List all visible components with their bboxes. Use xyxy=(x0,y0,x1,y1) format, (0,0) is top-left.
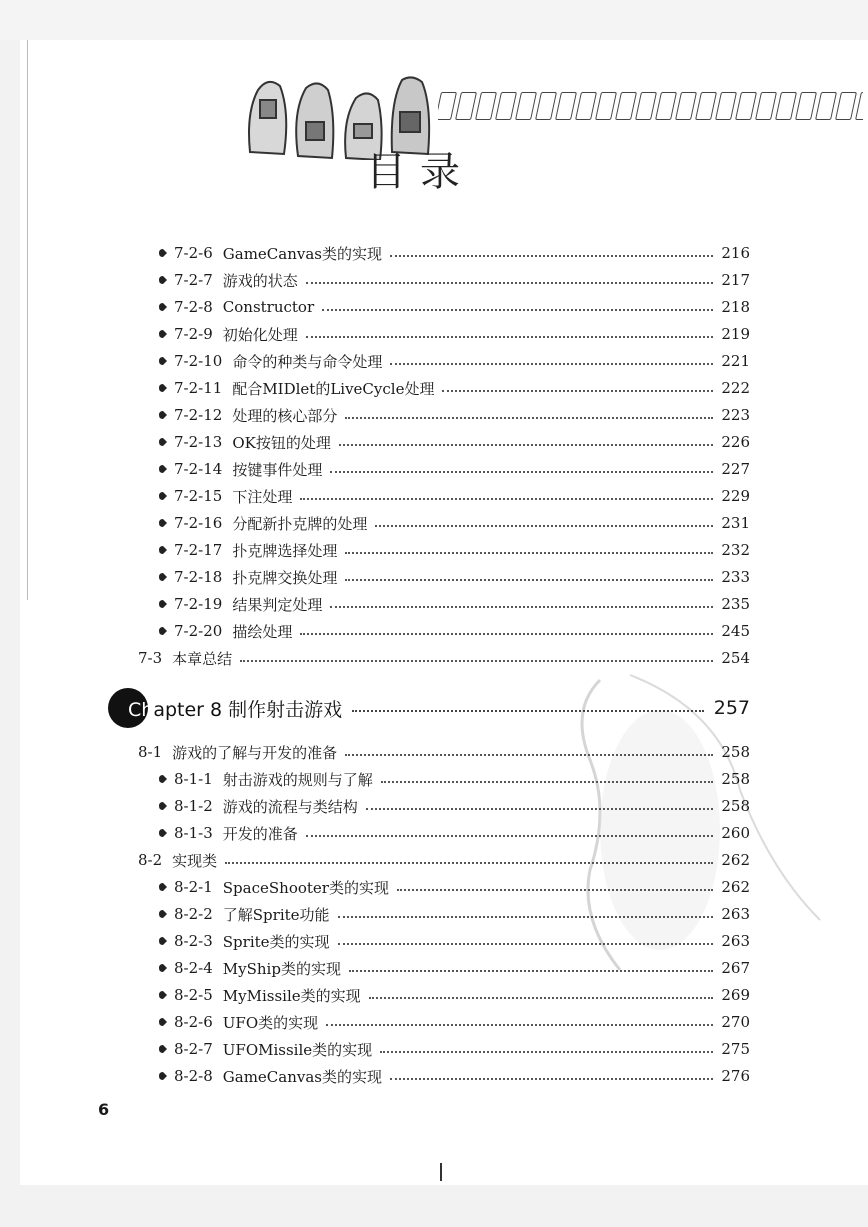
leader-dots xyxy=(345,579,713,581)
leader-dots xyxy=(330,471,713,473)
toc-page: 267 xyxy=(721,959,750,977)
toc-entry[interactable] xyxy=(158,322,750,346)
toc-label: 初始化处理 xyxy=(222,325,298,344)
toc-page: 223 xyxy=(721,406,750,424)
toc-page: 218 xyxy=(721,298,750,316)
toc-section[interactable] xyxy=(138,848,750,872)
leader-dots xyxy=(390,255,713,257)
arrow-bullet-icon xyxy=(158,1071,168,1081)
leader-dots xyxy=(225,862,713,864)
arrow-bullet-icon xyxy=(158,410,168,420)
toc-label: 命令的种类与命令处理 xyxy=(232,352,383,371)
leader-dots xyxy=(375,525,713,527)
chapter-page: 257 xyxy=(713,697,750,719)
toc-number: 7-2-11 xyxy=(174,379,223,397)
arrow-bullet-icon xyxy=(158,329,168,339)
toc-number: 7-2-18 xyxy=(174,568,223,586)
toc-page: 258 xyxy=(721,797,750,815)
toc-section[interactable] xyxy=(138,740,750,764)
toc-page: 233 xyxy=(721,568,750,586)
toc-label: 结果判定处理 xyxy=(232,595,323,614)
chapter-title-lead: Ch xyxy=(128,698,154,721)
leader-dots xyxy=(352,710,704,712)
toc-entry[interactable] xyxy=(158,902,750,926)
arrow-bullet-icon xyxy=(158,383,168,393)
arrow-bullet-icon xyxy=(158,518,168,528)
arrow-bullet-icon xyxy=(158,599,168,609)
toc-entry[interactable] xyxy=(158,565,750,589)
arrow-bullet-icon xyxy=(158,302,168,312)
toc-entry[interactable] xyxy=(158,376,750,400)
toc-entry[interactable] xyxy=(158,1037,750,1061)
toc-entry[interactable] xyxy=(158,767,750,791)
toc-entry[interactable] xyxy=(158,1064,750,1088)
arrow-bullet-icon xyxy=(158,990,168,1000)
page-edge-line xyxy=(27,40,28,600)
toc-number: 7-3 xyxy=(138,649,163,667)
leader-dots xyxy=(306,336,714,338)
toc-entry[interactable] xyxy=(158,983,750,1007)
toc-page: 221 xyxy=(721,352,750,370)
leader-dots xyxy=(338,943,714,945)
toc-label: 扑克牌选择处理 xyxy=(232,541,338,560)
toc-label: Sprite类的实现 xyxy=(222,932,330,951)
toc-label: GameCanvas类的实现 xyxy=(222,244,383,263)
toc-label: 游戏的了解与开发的准备 xyxy=(172,743,338,762)
toc-label: MyMissile类的实现 xyxy=(222,986,361,1005)
toc-entry[interactable] xyxy=(158,430,750,454)
arrow-bullet-icon xyxy=(158,464,168,474)
toc-page: 275 xyxy=(721,1040,750,1058)
toc-number: 7-2-15 xyxy=(174,487,223,505)
chapter-title xyxy=(128,695,342,722)
toc-page: 232 xyxy=(721,541,750,559)
toc-entry[interactable] xyxy=(158,403,750,427)
toc-page: 216 xyxy=(721,244,750,262)
toc-page: 263 xyxy=(721,932,750,950)
toc-page: 254 xyxy=(721,649,750,667)
arrow-bullet-icon xyxy=(158,828,168,838)
toc-entry[interactable] xyxy=(158,241,750,265)
toc-page: 229 xyxy=(721,487,750,505)
toc-entry[interactable] xyxy=(158,592,750,616)
toc-number: 8-2-5 xyxy=(174,986,213,1004)
toc-label: GameCanvas类的实现 xyxy=(222,1067,383,1086)
leader-dots xyxy=(300,498,713,500)
toc-label: 游戏的流程与类结构 xyxy=(222,797,358,816)
toc-number: 8-2-6 xyxy=(174,1013,213,1031)
toc-page: 263 xyxy=(721,905,750,923)
arrow-bullet-icon xyxy=(158,774,168,784)
arrow-bullet-icon xyxy=(158,1017,168,1027)
leader-dots xyxy=(326,1024,713,1026)
toc-label: UFO类的实现 xyxy=(222,1013,319,1032)
toc-label: OK按钮的处理 xyxy=(232,433,331,452)
arrow-bullet-icon xyxy=(158,356,168,366)
toc-label: MyShip类的实现 xyxy=(222,959,341,978)
toc-entry[interactable] xyxy=(158,929,750,953)
leader-dots xyxy=(345,552,713,554)
toc-page: 276 xyxy=(721,1067,750,1085)
leader-dots xyxy=(322,309,713,311)
toc-number: 8-2-7 xyxy=(174,1040,213,1058)
leader-dots xyxy=(306,835,714,837)
leader-dots xyxy=(339,444,714,446)
leader-dots xyxy=(345,754,713,756)
toc-number: 7-2-12 xyxy=(174,406,223,424)
toc-entry[interactable] xyxy=(158,875,750,899)
toc-section[interactable] xyxy=(138,646,750,670)
toc-page: 262 xyxy=(721,878,750,896)
toc-entry[interactable] xyxy=(158,349,750,373)
scan-margin xyxy=(0,0,868,40)
toc-number: 7-2-20 xyxy=(174,622,223,640)
leader-dots xyxy=(345,417,713,419)
toc-entry[interactable] xyxy=(158,794,750,818)
toc-label: 处理的核心部分 xyxy=(232,406,338,425)
toc-label: 射击游戏的规则与了解 xyxy=(222,770,373,789)
toc-page: 245 xyxy=(721,622,750,640)
arrow-bullet-icon xyxy=(158,275,168,285)
arrow-bullet-icon xyxy=(158,572,168,582)
toc-number: 7-2-9 xyxy=(174,325,213,343)
page-title: 目录 xyxy=(366,149,474,195)
toc-label: Constructor xyxy=(222,298,315,316)
toc-label: 分配新扑克牌的处理 xyxy=(232,514,368,533)
toc-label: 本章总结 xyxy=(172,649,233,668)
arrow-bullet-icon xyxy=(158,626,168,636)
toc-number: 7-2-14 xyxy=(174,460,223,478)
toc-page: 231 xyxy=(721,514,750,532)
leader-dots xyxy=(349,970,713,972)
toc-page: 227 xyxy=(721,460,750,478)
toc-number: 8-2-3 xyxy=(174,932,213,950)
arrow-bullet-icon xyxy=(158,248,168,258)
leader-dots xyxy=(380,1051,713,1053)
chapter-heading[interactable] xyxy=(108,688,750,728)
leader-dots xyxy=(338,916,714,918)
toc-label: SpaceShooter类的实现 xyxy=(222,878,389,897)
leader-dots xyxy=(330,606,713,608)
toc-number: 7-2-13 xyxy=(174,433,223,451)
toc-label: UFOMissile类的实现 xyxy=(222,1040,373,1059)
toc-entry[interactable] xyxy=(158,1010,750,1034)
toc-entry[interactable] xyxy=(158,619,750,643)
scan-mark xyxy=(440,1163,442,1181)
leader-dots xyxy=(300,633,713,635)
decorative-squares xyxy=(438,92,863,126)
leader-dots xyxy=(366,808,714,810)
arrow-bullet-icon xyxy=(158,882,168,892)
toc-label: 描绘处理 xyxy=(232,622,293,641)
leader-dots xyxy=(369,997,714,999)
toc-label: 开发的准备 xyxy=(222,824,298,843)
toc-label: 下注处理 xyxy=(232,487,293,506)
toc-label: 扑克牌交换处理 xyxy=(232,568,338,587)
leader-dots xyxy=(397,889,713,891)
toc-page: 262 xyxy=(721,851,750,869)
toc-number: 8-1-2 xyxy=(174,797,213,815)
toc-number: 7-2-8 xyxy=(174,298,213,316)
toc-number: 7-2-16 xyxy=(174,514,223,532)
arrow-bullet-icon xyxy=(158,909,168,919)
chapter-title-rest: apter 8 制作射击游戏 xyxy=(153,698,343,721)
leader-dots xyxy=(306,282,714,284)
leader-dots xyxy=(240,660,713,662)
leader-dots xyxy=(390,1078,713,1080)
toc-number: 7-2-6 xyxy=(174,244,213,262)
toc-entry[interactable] xyxy=(158,511,750,535)
toc-number: 8-1 xyxy=(138,743,163,761)
toc-entry[interactable] xyxy=(158,538,750,562)
arrow-bullet-icon xyxy=(158,801,168,811)
leader-dots xyxy=(442,390,713,392)
toc-page: 269 xyxy=(721,986,750,1004)
toc-page: 258 xyxy=(721,770,750,788)
toc-number: 8-2-1 xyxy=(174,878,213,896)
toc-number: 8-2 xyxy=(138,851,163,869)
toc-page: 260 xyxy=(721,824,750,842)
toc-number: 7-2-19 xyxy=(174,595,223,613)
arrow-bullet-icon xyxy=(158,437,168,447)
toc-page: 219 xyxy=(721,325,750,343)
toc-number: 8-1-1 xyxy=(174,770,213,788)
toc-page: 235 xyxy=(721,595,750,613)
toc-number: 8-2-4 xyxy=(174,959,213,977)
toc-entry[interactable] xyxy=(158,268,750,292)
toc-label: 了解Sprite功能 xyxy=(222,905,330,924)
toc-page: 226 xyxy=(721,433,750,451)
arrow-bullet-icon xyxy=(158,1044,168,1054)
arrow-bullet-icon xyxy=(158,491,168,501)
toc-page: 270 xyxy=(721,1013,750,1031)
toc-page: 217 xyxy=(721,271,750,289)
toc-entry[interactable] xyxy=(158,821,750,845)
toc-number: 7-2-10 xyxy=(174,352,223,370)
toc-number: 8-1-3 xyxy=(174,824,213,842)
toc-label: 游戏的状态 xyxy=(222,271,298,290)
toc-entry[interactable] xyxy=(158,457,750,481)
page-number: 6 xyxy=(98,1100,110,1119)
toc-number: 8-2-8 xyxy=(174,1067,213,1085)
leader-dots xyxy=(390,363,713,365)
toc-number: 7-2-17 xyxy=(174,541,223,559)
toc-number: 7-2-7 xyxy=(174,271,213,289)
arrow-bullet-icon xyxy=(158,545,168,555)
toc-page: 222 xyxy=(721,379,750,397)
toc-number: 8-2-2 xyxy=(174,905,213,923)
toc-label: 配合MIDlet的LiveCycle处理 xyxy=(232,379,435,398)
toc-entry[interactable] xyxy=(158,956,750,980)
arrow-bullet-icon xyxy=(158,963,168,973)
toc-entry[interactable] xyxy=(158,484,750,508)
toc-page: 258 xyxy=(721,743,750,761)
leader-dots xyxy=(381,781,714,783)
arrow-bullet-icon xyxy=(158,936,168,946)
toc-entry[interactable] xyxy=(158,295,750,319)
toc-label: 按键事件处理 xyxy=(232,460,323,479)
toc-label: 实现类 xyxy=(172,851,218,870)
